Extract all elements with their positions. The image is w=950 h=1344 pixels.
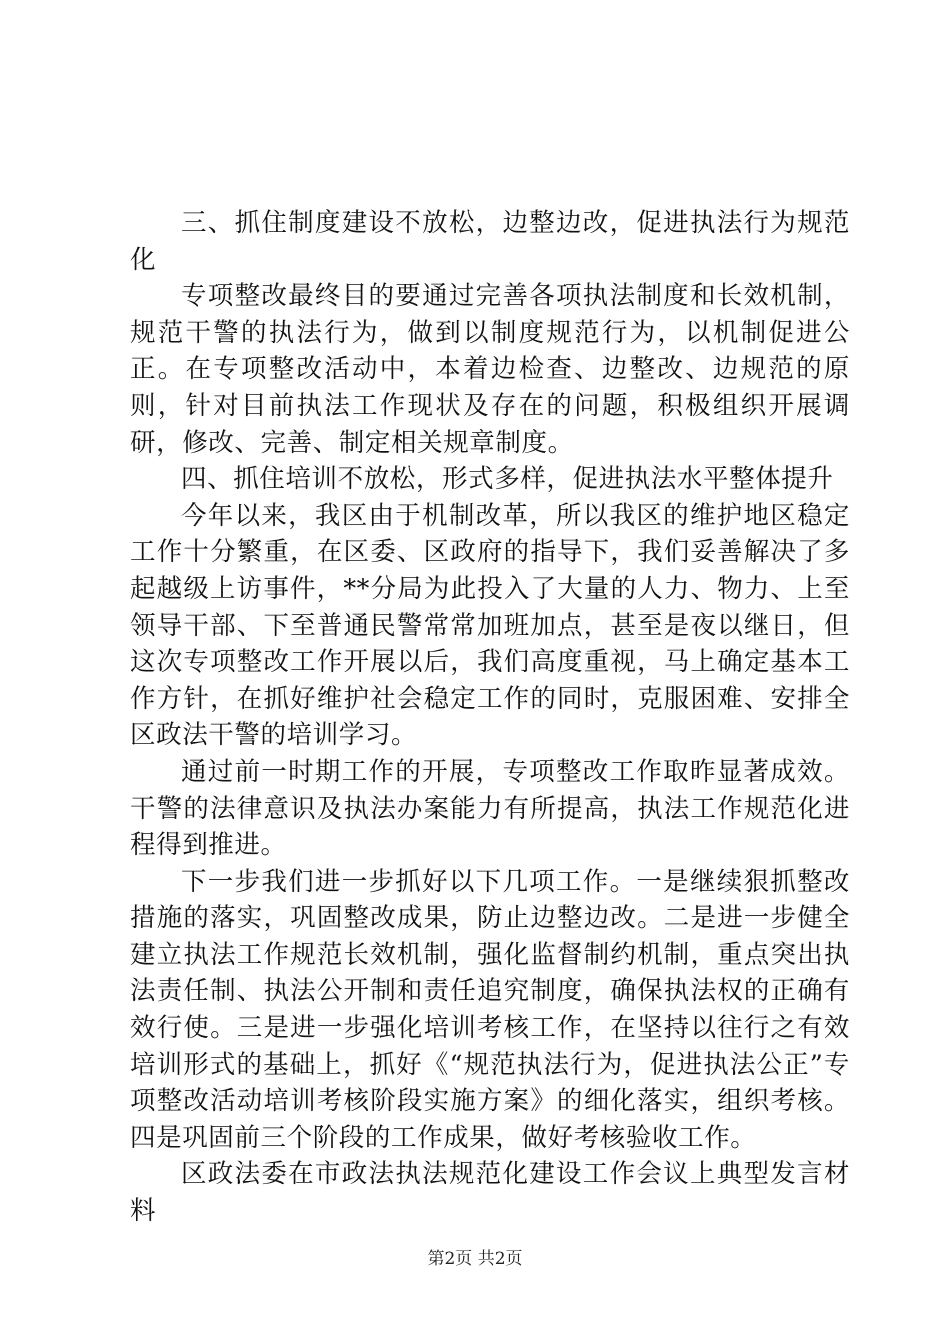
paragraph-training: 今年以来，我区由于机制改革，所以我区的维护地区稳定工作十分繁重，在区委、区政府的指导下，我们妥善解决了多起越级上访事件，**分局为此投入了大量的人力、物力、上至领导干部、下至普通民警常常加班加点，甚至是夜以继日，但这次专项整改工作开展以后，我们高度重视，马上确定基本工作方针，在抓好维护社会稳定工作的同时，克服困难、安排全区政法干警的培训学习。 [130,500,850,751]
paragraph-next-steps: 下一步我们进一步抓好以下几项工作。一是继续狠抓整改措施的落实，巩固整改成果，防止边整边改。二是进一步健全建立执法工作规范长效机制，强化监督制约机制，重点突出执法责任制、执法公开制和责任追究制度，确保执法权的正确有效行使。三是进一步强化培训考核工作，在坚持以往行之有效培训形式的基础上，抓好《“规范执法行为，促进执法公正”专项整改活动培训考核阶段实施方案》的细化落实，组织考核。四是巩固前三个阶段的工作成果，做好考核验收工作。 [130,866,850,1153]
page-number-footer: 第2页 共2页 [427,1249,523,1269]
paragraph-rectification-goal: 专项整改最终目的要通过完善各项执法制度和长效机制，规范干警的执法行为，做到以制度规范行为，以机制促进公正。在专项整改活动中，本着边检查、边整改、边规范的原则，针对目前执法工作现状及存在的问题，积极组织开展调研，修改、完善、制定相关规章制度。 [130,281,850,458]
paragraph-results: 通过前一时期工作的开展，专项整改工作取昨显著成效。干警的法律意识及执法办案能力有所提高，执法工作规范化进程得到推进。 [130,756,850,861]
document-closing-title: 区政法委在市政法执法规范化建设工作会议上典型发言材料 [130,1159,850,1227]
document-body [130,205,850,1230]
section-heading-four: 四、抓住培训不放松，形式多样，促进执法水平整体提升 [181,464,834,495]
section-heading-three: 三、抓住制度建设不放松，边整边改，促进执法行为规范化 [130,208,850,275]
